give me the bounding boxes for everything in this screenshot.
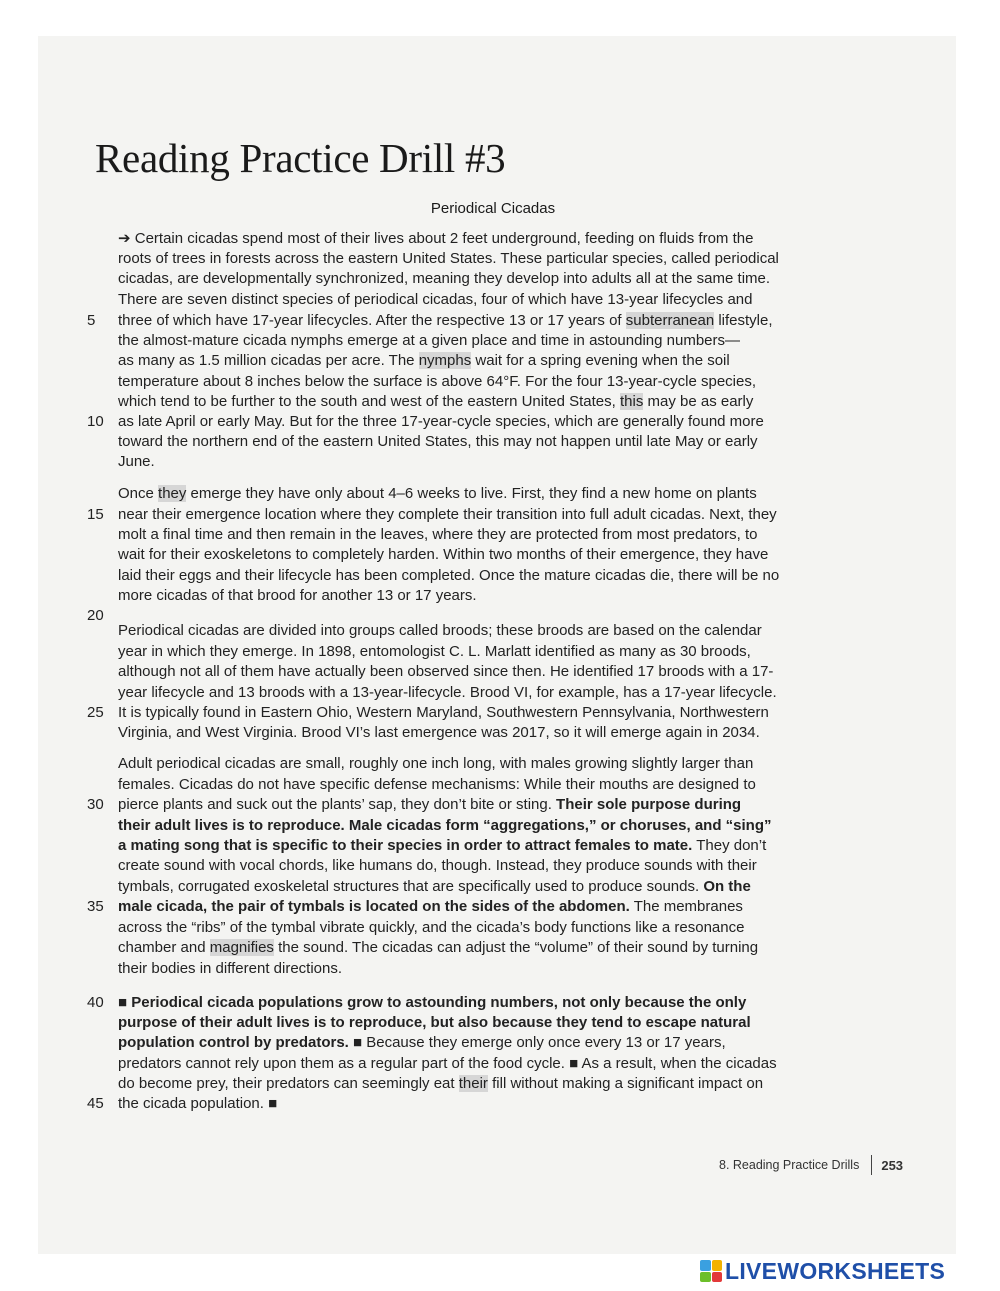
line-text: which tend to be further to the south and west of the eastern United States, (118, 393, 620, 410)
logo-square-1 (700, 1260, 711, 1271)
page-title: Reading Practice Drill #3 (95, 135, 506, 181)
line-text: temperature about 8 inches below the surface is above 64°F. For the four 13-year-cycle species, (118, 373, 756, 390)
line-text: fill without making a significant impact on (487, 1075, 764, 1092)
line-text: The membranes (629, 898, 743, 915)
page-footer (719, 1154, 903, 1176)
passage-line (118, 642, 888, 662)
passage-line (118, 290, 888, 310)
line-text: cicadas, are developmentally synchronized, meaning they develop into adults all at the same time. (118, 270, 771, 287)
bold-text: ■ Periodical cicada populations grow to astounding numbers, not only because the only (118, 994, 747, 1011)
line-text: toward the northern end of the eastern United States, this may not happen until late May or early (118, 433, 758, 450)
line-text: Adult periodical cicadas are small, roughly one inch long, with males growing slightly larger than (118, 755, 754, 772)
line-number: 40 (87, 994, 104, 1011)
passage-line (118, 484, 888, 504)
line-number: 20 (87, 607, 104, 624)
highlighted-word[interactable]: nymphs (418, 352, 472, 369)
line-text: ➔ Certain cicadas spend most of their lives about 2 feet underground, feeding on fluids from the (118, 230, 754, 247)
passage-line (118, 311, 888, 331)
line-number: 5 (87, 312, 96, 329)
line-text: as many as 1.5 million cicadas per acre. The (118, 352, 419, 369)
footer-divider (871, 1155, 872, 1175)
passage-line (118, 816, 888, 836)
line-number: 45 (87, 1095, 104, 1112)
passage-line (118, 372, 888, 392)
line-text: chamber and (118, 939, 210, 956)
bold-text: On the (703, 878, 751, 895)
logo-square-4 (712, 1272, 723, 1283)
line-text: more cicadas of that brood for another 13 or 17 years. (118, 587, 477, 604)
bold-text: male cicada, the pair of tymbals is located on the sides of the abdomen. (118, 898, 630, 915)
passage-line (118, 392, 888, 412)
passage-line (118, 1013, 888, 1033)
passage-line (118, 229, 888, 249)
passage-line (118, 836, 888, 856)
line-text: There are seven distinct species of periodical cicadas, four of which have 13-year lifecycles and (118, 291, 753, 308)
line-text: three of which have 17-year lifecycles. After the respective 13 or 17 years of (118, 312, 626, 329)
passage-line (118, 621, 888, 641)
line-text: roots of trees in forests across the eastern United States. These particular species, called periodical (118, 250, 779, 267)
line-text: laid their eggs and their lifecycle has been completed. Once the mature cicadas die, there will be no (118, 567, 780, 584)
line-text: near their emergence location where they complete their transition into full adult cicadas. Next, they (118, 506, 777, 523)
line-text: year in which they emerge. In 1898, entomologist C. L. Marlatt identified as many as 30 broods, (118, 643, 751, 660)
bold-text: purpose of their adult lives is to reproduce, but also because they tend to escape natural (118, 1014, 751, 1031)
passage-line (118, 545, 888, 565)
line-text: emerge they have only about 4–6 weeks to live. First, they find a new home on plants (186, 485, 757, 502)
passage-line (118, 432, 888, 452)
passage-line (118, 662, 888, 682)
line-text: year lifecycle and 13 broods with a 13-year-lifecycle. Brood VI, for example, has a 17-year lifecycle. (118, 684, 777, 701)
passage-line (118, 877, 888, 897)
passage-line (118, 1033, 888, 1053)
line-text: Periodical cicadas are divided into groups called broods; these broods are based on the calendar (118, 622, 762, 639)
line-text: their bodies in different directions. (118, 960, 343, 977)
liveworksheets-logo[interactable] (700, 1258, 945, 1284)
highlighted-word[interactable]: they (158, 485, 187, 502)
highlighted-word[interactable]: magnifies (209, 939, 274, 956)
line-text: may be as early (643, 393, 754, 410)
passage-line (118, 918, 888, 938)
line-text: molt a final time and then remain in the leaves, where they are protected from most predators, to (118, 526, 758, 543)
bold-text: Their sole purpose during (556, 796, 742, 813)
passage-line (118, 412, 888, 432)
line-text: Virginia, and West Virginia. Brood VI’s last emergence was 2017, so it will emerge again in 2034. (118, 724, 760, 741)
page-number: 253 (881, 1157, 904, 1173)
highlighted-word[interactable]: subterranean (625, 312, 715, 329)
line-text: create sound with vocal chords, like humans do, though. Instead, they produce sounds with their (118, 857, 757, 874)
passage-line (118, 795, 888, 815)
passage-line (118, 566, 888, 586)
line-text: It is typically found in Eastern Ohio, Western Maryland, Southwestern Pennsylvania, Northwestern (118, 704, 769, 721)
line-text: They don’t (692, 837, 767, 854)
passage-line (118, 754, 888, 774)
line-text: wait for a spring evening when the soil (471, 352, 730, 369)
passage-line (118, 1074, 888, 1094)
highlighted-word[interactable]: this (619, 393, 644, 410)
passage-line (118, 938, 888, 958)
line-text: across the “ribs” of the tymbal vibrate quickly, and the cicada’s body functions like a resonance (118, 919, 745, 936)
passage-line (118, 351, 888, 371)
logo-square-3 (700, 1272, 711, 1283)
passage-line (118, 1094, 888, 1114)
line-text: predators cannot rely upon them as a regular part of the food cycle. ■ As a result, when the cicadas (118, 1055, 777, 1072)
line-text: pierce plants and suck out the plants’ sap, they don’t bite or sting. (118, 796, 557, 813)
line-number: 35 (87, 898, 104, 915)
passage-line (118, 703, 888, 723)
passage-line (118, 959, 888, 979)
passage-line (118, 993, 888, 1013)
passage-line (118, 331, 888, 351)
line-text: as late April or early May. But for the three 17-year-cycle species, which are generally found more (118, 413, 764, 430)
line-text: the almost-mature cicada nymphs emerge at a given place and time in astounding numbers— (118, 332, 740, 349)
line-text: Once (118, 485, 159, 502)
passage-line (118, 586, 888, 606)
passage-line (118, 269, 888, 289)
line-number: 30 (87, 796, 104, 813)
line-text: the sound. The cicadas can adjust the “volume” of their sound by turning (273, 939, 759, 956)
passage-line (118, 505, 888, 525)
liveworksheets-logo-text: LIVEWORKSHEETS (725, 1257, 946, 1284)
line-text: do become prey, their predators can seemingly eat (118, 1075, 459, 1092)
line-text: although not all of them have actually been observed since then. He identified 17 broods with a 17- (118, 663, 774, 680)
line-number: 10 (87, 413, 104, 430)
passage-line (118, 1054, 888, 1074)
line-text: the cicada population. ■ (118, 1095, 278, 1112)
line-number: 25 (87, 704, 104, 721)
highlighted-word[interactable]: their (458, 1075, 488, 1092)
passage-line (118, 856, 888, 876)
line-text: June. (118, 453, 155, 470)
line-text: ■ Because they emerge only once every 13 or 17 years, (348, 1034, 726, 1051)
line-text: females. Cicadas do not have specific defense mechanisms: While their mouths are designed to (118, 776, 756, 793)
liveworksheets-logo-icon (700, 1260, 722, 1282)
line-text: lifestyle, (714, 312, 773, 329)
bold-text: a mating song that is specific to their species in order to attract females to mate. (118, 837, 693, 854)
passage-line (118, 525, 888, 545)
passage-line (118, 723, 888, 743)
passage-line (118, 452, 888, 472)
passage-line (118, 775, 888, 795)
line-text: wait for their exoskeletons to completely harden. Within two months of their emergence, they have (118, 546, 769, 563)
passage-line (118, 683, 888, 703)
bold-text: population control by predators. (118, 1034, 349, 1051)
passage-line (118, 249, 888, 269)
line-number: 15 (87, 506, 104, 523)
bold-text: their adult lives is to reproduce. Male cicadas form “aggregations,” or choruses, and “sing” (118, 817, 772, 834)
passage-title: Periodical Cicadas (430, 200, 556, 217)
line-text: tymbals, corrugated exoskeletal structures that are specifically used to produce sounds. (118, 878, 704, 895)
footer-section-label: 8. Reading Practice Drills (719, 1158, 860, 1172)
passage-line (118, 897, 888, 917)
logo-square-2 (712, 1260, 723, 1271)
